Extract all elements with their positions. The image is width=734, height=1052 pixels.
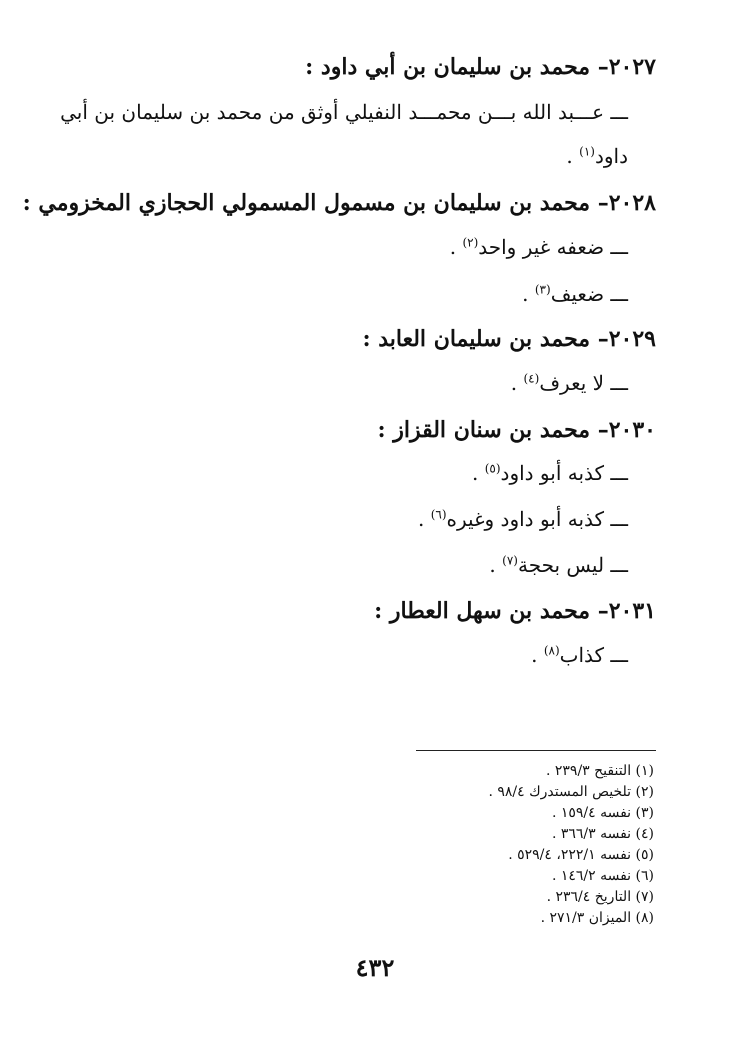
entry-2031-quote-1 <box>531 640 628 670</box>
footnote-3: (٣) نفسه ١٥٩/٤ . <box>551 805 654 821</box>
quote-text: ـــ ضعفه غير واحد <box>478 235 628 259</box>
page-number-text: ٤٣٢ <box>355 953 395 982</box>
period: . <box>566 144 573 168</box>
period: . <box>531 643 538 667</box>
period: . <box>510 371 518 395</box>
footnote-ref-2[interactable]: (٢) <box>462 235 479 250</box>
footnote-7: (٧) التاريخ ٢٣٦/٤ . <box>546 889 654 905</box>
entry-title-2027: ٢٠٢٧– محمد بن سليمان بن أبي داود : <box>305 54 656 80</box>
footnote-ref-8[interactable]: (٨) <box>543 643 560 658</box>
entry-title-2031: ٢٠٣١– محمد بن سهل العطار : <box>374 598 656 624</box>
footnote-2: (٢) تلخيص المستدرك ٩٨/٤ . <box>488 784 654 800</box>
footnote-5: (٥) نفسه ٢٢٢/١، ٥٢٩/٤ . <box>508 847 654 863</box>
footnote-ref-5[interactable]: (٥) <box>484 461 501 476</box>
footnote-6: (٦) نفسه ١٤٦/٢ . <box>551 868 654 884</box>
quote-text: ـــ كذبه أبو داود وغيره <box>446 507 628 531</box>
footnote-ref-4[interactable]: (٤) <box>523 371 540 386</box>
period: . <box>522 282 529 306</box>
footnote-1: (١) التنقيح ٢٣٩/٣ . <box>545 763 654 779</box>
entry-2030-quote-1 <box>472 458 628 488</box>
footnote-ref-3[interactable]: (٣) <box>534 282 551 297</box>
quote-text: داود <box>594 144 628 168</box>
footnote-8: (٨) الميزان ٢٧١/٣ . <box>540 910 654 926</box>
entry-2029-quote-1 <box>511 368 628 398</box>
period: . <box>472 461 479 485</box>
quote-text: ـــ ليس بحجة <box>517 553 628 577</box>
page-number <box>0 953 734 982</box>
footnote-ref-7[interactable]: (٧) <box>502 553 518 568</box>
entry-2028-quote-1 <box>450 232 628 262</box>
entry-2030-quote-3 <box>489 550 628 580</box>
quote-text: ـــ ضعيف <box>550 282 628 306</box>
entry-title-2028: ٢٠٢٨– محمد بن سليمان بن مسمول المسمولي الحجازي المخزومي : <box>22 190 656 216</box>
quote-text: ـــ كذبه أبو داود <box>500 461 628 485</box>
entry-title-2029: ٢٠٢٩– محمد بن سليمان العابد : <box>362 326 656 352</box>
quote-text: ـــ لا يعرف <box>539 371 628 395</box>
period: . <box>417 507 425 531</box>
footnote-4: (٤) نفسه ٣٦٦/٣ . <box>551 826 654 842</box>
period: . <box>449 235 457 259</box>
footnote-ref-1[interactable]: (١) <box>579 144 595 159</box>
footnote-separator <box>416 750 656 751</box>
entry-2027-quote-line1: ـــ عـــبد الله بـــن محمـــد النفيلي أوثق من محمد بن سليمان بن أبي <box>60 100 628 124</box>
entry-title-2030: ٢٠٣٠– محمد بن سنان القزاز : <box>377 417 656 443</box>
period: . <box>489 553 496 577</box>
footnote-ref-6[interactable]: (٦) <box>430 507 447 522</box>
entry-2030-quote-2 <box>418 504 628 534</box>
entry-2027-quote-line2 <box>566 141 628 171</box>
quote-text: ـــ كذاب <box>559 643 628 667</box>
entry-2028-quote-2 <box>522 279 628 309</box>
